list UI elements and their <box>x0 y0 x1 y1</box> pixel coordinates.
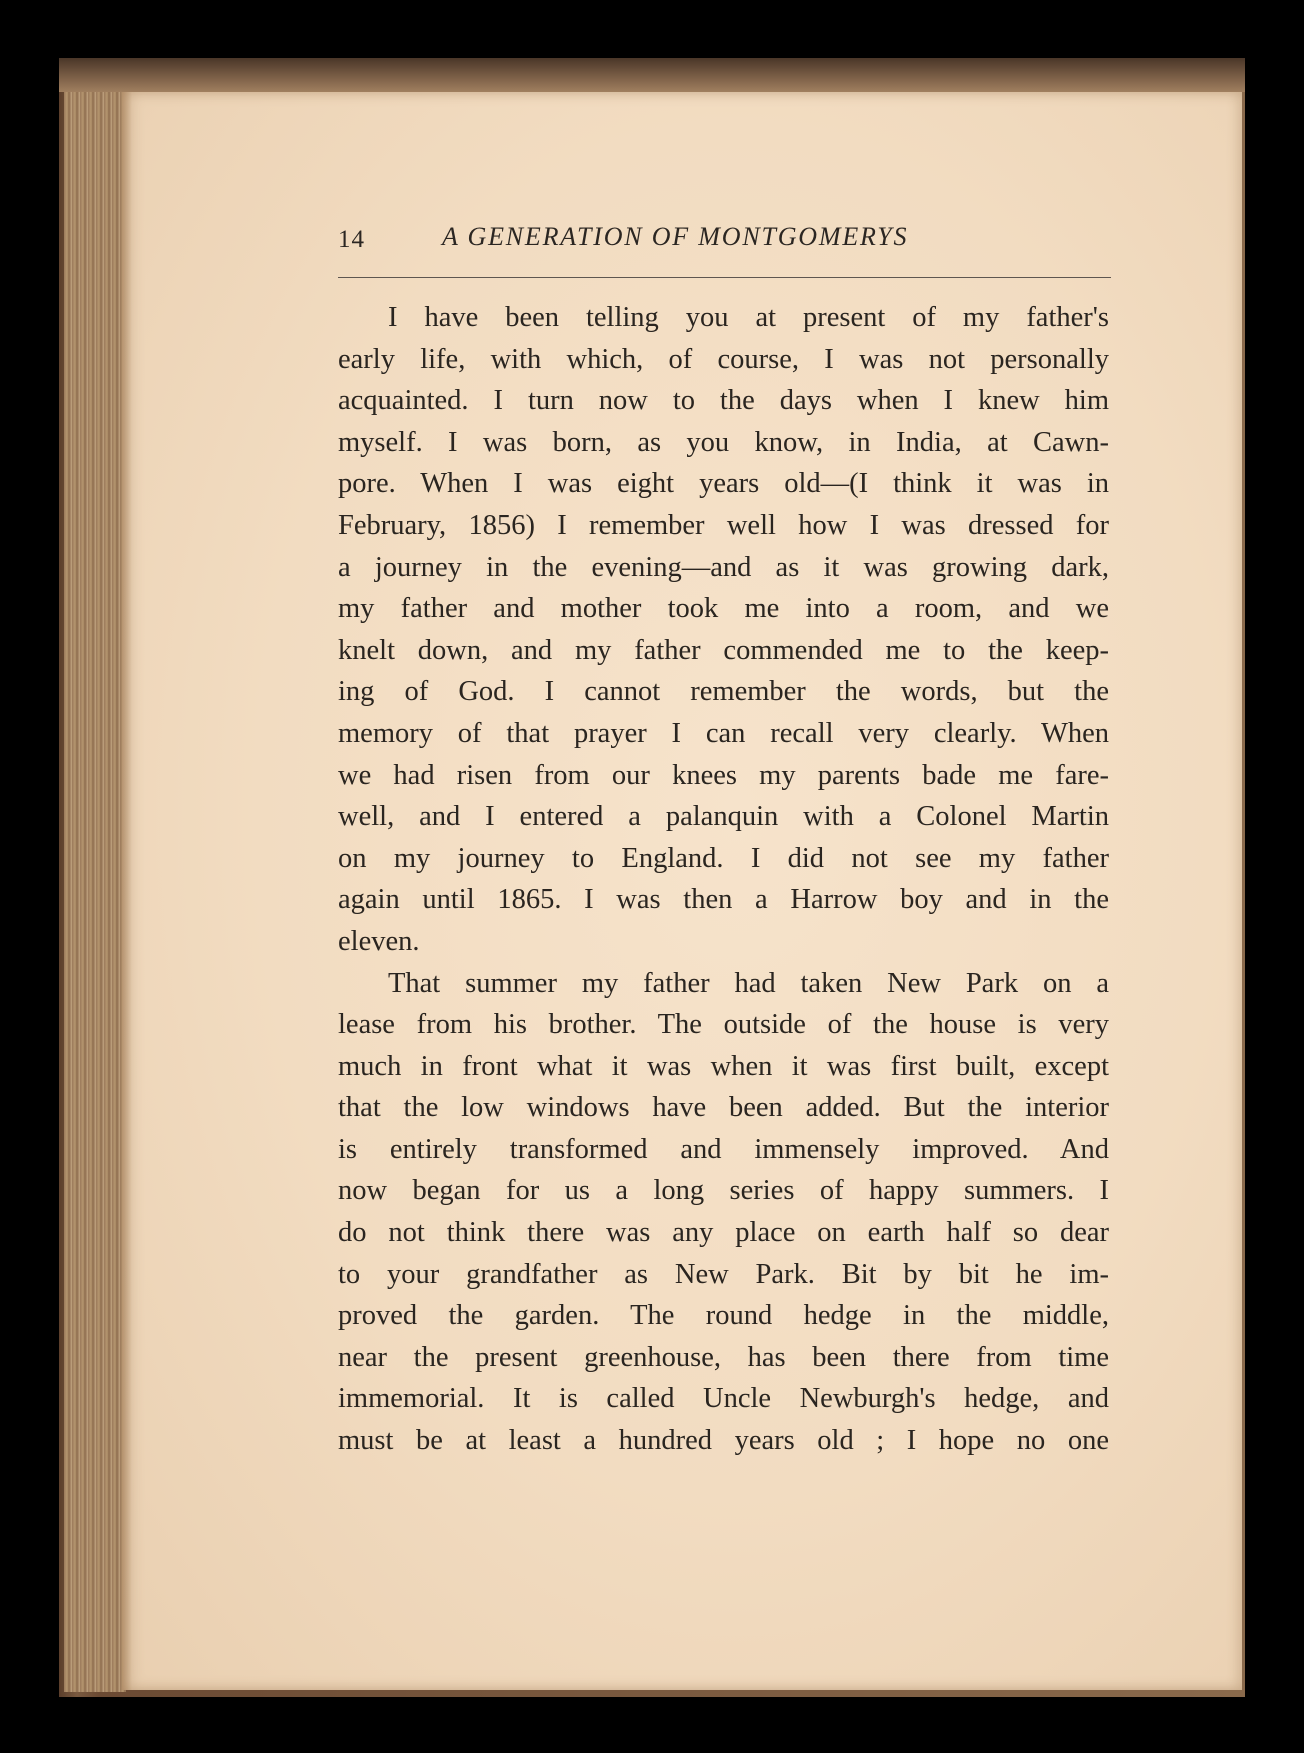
text-line: knelt down, and my father commended me to the keep- <box>338 634 1109 666</box>
text-line: must be at least a hundred years old ; I hope no one <box>338 1425 1109 1457</box>
text-line: February, 1856) I remember well how I was dressed for <box>338 509 1109 541</box>
text-line: early life, with which, of course, I was not personally <box>338 343 1109 375</box>
text-line: much in front what it was when it was first built, except <box>338 1050 1109 1082</box>
page-gutter-shadow <box>122 92 132 1690</box>
text-line: I have been telling you at present of my father's <box>388 302 1109 333</box>
text-line: now began for us a long series of happy summers. I <box>338 1175 1109 1207</box>
text-line: a journey in the evening—and as it was growing dark, <box>338 551 1109 583</box>
book-cover-top-edge <box>59 58 1245 92</box>
text-line: immemorial. It is called Uncle Newburgh's hedge, and <box>338 1383 1109 1415</box>
text-line: That summer my father had taken New Park on a <box>388 967 1109 999</box>
text-line: do not think there was any place on earth half so dear <box>338 1217 1109 1249</box>
page-stack-edges <box>64 92 126 1692</box>
text-line: my father and mother took me into a room, and we <box>338 593 1109 625</box>
text-line: acquainted. I turn now to the days when I knew him <box>338 385 1109 417</box>
page-number: 14 <box>338 226 365 253</box>
text-line: myself. I was born, as you know, in India, at Cawn- <box>338 426 1109 458</box>
text-line: we had risen from our knees my parents bade me fare- <box>338 759 1109 791</box>
paragraph-1 <box>338 297 1109 963</box>
page-header <box>338 222 1108 262</box>
running-head: A GENERATION OF MONTGOMERYS <box>442 222 909 251</box>
text-line: on my journey to England. I did not see my father <box>338 842 1109 874</box>
text-line: proved the garden. The round hedge in the middle, <box>338 1300 1109 1332</box>
text-line: eleven. <box>338 925 420 957</box>
text-line: well, and I entered a palanquin with a Colonel Martin <box>338 801 1109 833</box>
text-line: near the present greenhouse, has been there from time <box>338 1341 1109 1373</box>
text-line: to your grandfather as New Park. Bit by bit he im- <box>338 1258 1109 1290</box>
body-text <box>338 297 1109 1462</box>
text-line: again until 1865. I was then a Harrow boy and in the <box>338 884 1109 916</box>
header-rule <box>338 277 1111 278</box>
paragraph-2 <box>338 963 1109 1462</box>
text-line: lease from his brother. The outside of the house is very <box>338 1009 1109 1041</box>
text-line: is entirely transformed and immensely improved. And <box>338 1133 1109 1165</box>
text-line: pore. When I was eight years old—(I think it was in <box>338 468 1109 500</box>
text-line: memory of that prayer I can recall very clearly. When <box>338 717 1109 749</box>
text-line: that the low windows have been added. But the interior <box>338 1092 1109 1124</box>
text-line: ing of God. I cannot remember the words, but the <box>338 676 1109 708</box>
